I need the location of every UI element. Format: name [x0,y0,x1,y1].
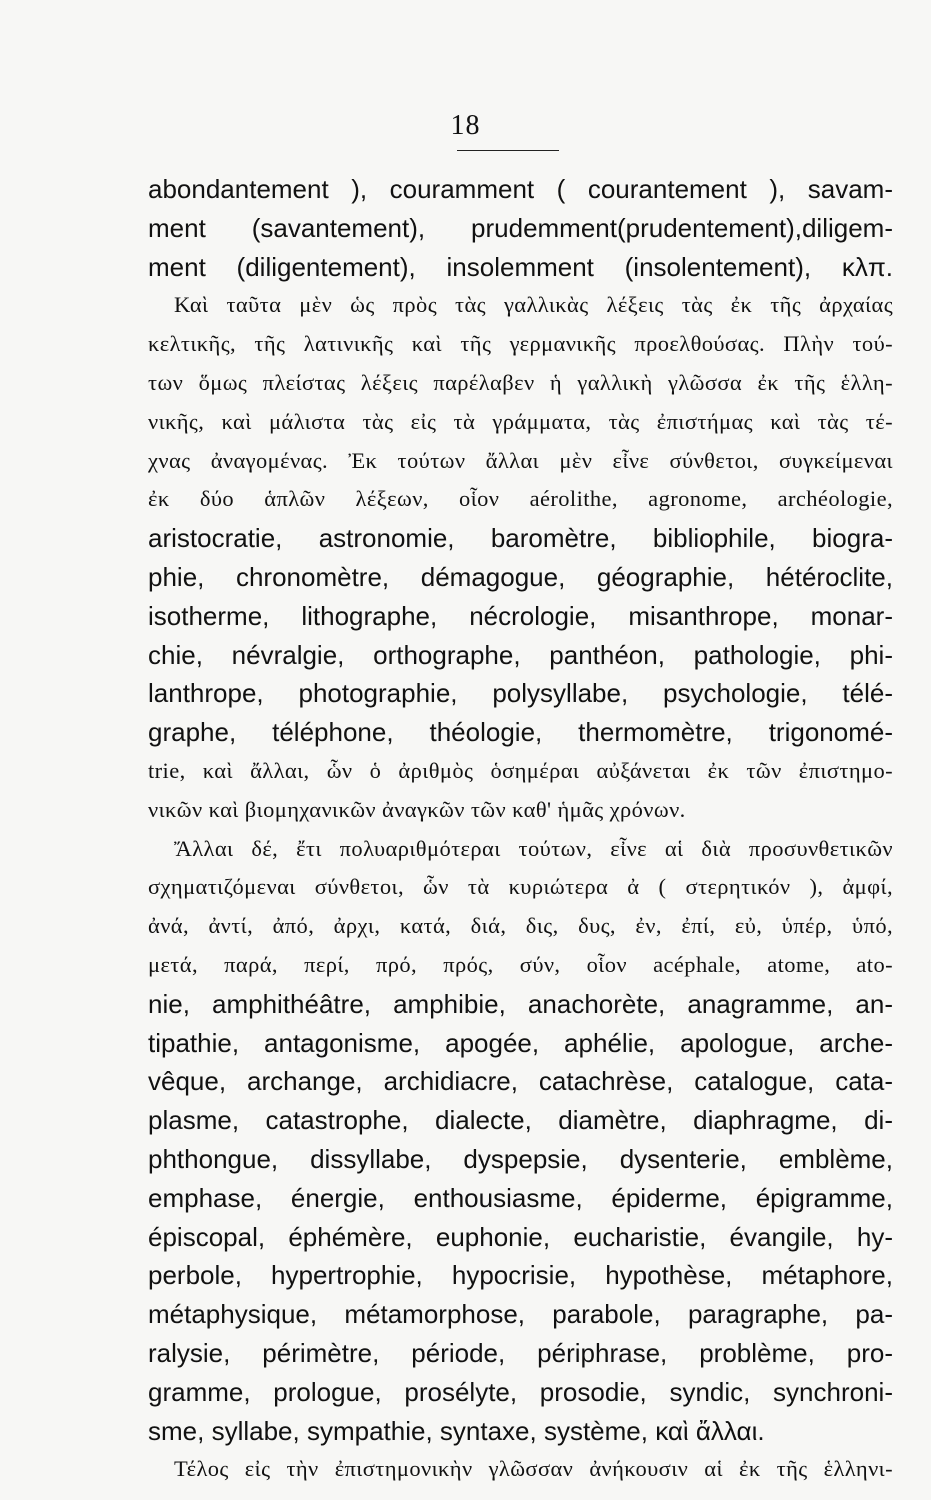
text-line: trie, καὶ ἄλλαι, ὧν ὁ ἀριθμὸς ὁσημέραι αὐξάνεται ἐκ τῶν ἐπιστημο- [148,757,893,783]
text-line: chie, névralgie, orthographe, panthéon, pathologie, phi- [148,639,893,670]
text-line: ἀνά, ἀντί, ἀπό, ἀρχι, κατά, διά, δις, δυς, ἐν, ἐπί, εὐ, ὑπέρ, ὑπό, [148,913,893,939]
text-line: graphe, téléphone, théologie, thermomètre, trigonomé- [148,717,893,748]
text-line: νικῶν καὶ βιομηχανικῶν ἀναγκῶν τῶν καθ' ἡμᾶς χρόνων. [148,796,686,822]
text-line: phthongue, dissyllabe, dyspepsie, dysenterie, emblème, [148,1143,893,1174]
text-line: ment (diligentement), insolemment (insolentement), κλπ. [148,251,893,282]
body-text [148,170,893,1489]
text-line: ralysie, périmètre, période, périphrase, problème, pro- [148,1337,893,1368]
text-line: σχηματιζόμεναι σύνθετοι, ὧν τὰ κυριώτερα ἀ ( στερητικόν ), ἀμφί, [148,874,893,900]
text-line: nie, amphithéâtre, amphibie, anachorète, anagramme, an- [148,988,893,1019]
text-line: isotherme, lithographe, nécrologie, misanthrope, monar- [148,600,893,631]
text-line: μετά, παρά, περί, πρό, πρός, σύν, οἷον acéphale, atome, ato- [148,951,893,977]
text-line: Τέλος εἰς τὴν ἐπιστημονικὴν γλῶσσαν ἀνήκουσιν αἱ ἐκ τῆς ἑλληνι- [174,1456,893,1482]
text-line: sme, syllabe, sympathie, syntaxe, système, καὶ ἄλλαι. [148,1415,765,1446]
text-line: métaphysique, métamorphose, parabole, paragraphe, pa- [148,1299,893,1330]
header-rule [457,150,559,151]
text-line: των ὅμως πλείστας λέξεις παρέλαβεν ἡ γαλλικὴ γλῶσσα ἐκ τῆς ἑλλη- [148,369,893,395]
text-line: abondantement ), couramment ( courantement ), savam- [148,174,893,204]
text-line: ἐκ δύο ἁπλῶν λέξεων, οἷον aérolithe, agronome, archéologie, [148,486,893,512]
text-line: tipathie, antagonisme, apogée, aphélie, apologue, arche- [148,1027,893,1058]
text-line: lanthrope, photographie, polysyllabe, psychologie, télé- [148,678,893,709]
text-line: vêque, archange, archidiacre, catachrèse, catalogue, cata- [148,1066,893,1097]
text-line: plasme, catastrophe, dialecte, diamètre, diaphragme, di- [148,1105,893,1136]
text-line: ment (savantement), prudemment(prudentement),diligem- [148,212,893,243]
text-line: aristocratie, astronomie, baromètre, bibliophile, biogra- [148,523,893,554]
text-line: gramme, prologue, prosélyte, prosodie, syndic, synchroni- [148,1376,893,1407]
text-line: emphase, énergie, enthousiasme, épiderme, épigramme, [148,1182,893,1213]
text-line: χνας ἀναγομένας. Ἐκ τούτων ἄλλαι μὲν εἶνε σύνθετοι, συγκείμεναι [148,447,893,473]
text-line: phie, chronomètre, démagogue, géographie, hétéroclite, [148,561,893,592]
text-line: Ἄλλαι δέ, ἔτι πολυαριθμότεραι τούτων, εἶνε αἱ διὰ προσυνθετικῶν [174,835,893,861]
text-line: νικῆς, καὶ μάλιστα τὰς εἰς τὰ γράμματα, τὰς ἐπιστήμας καὶ τὰς τέ- [148,408,893,434]
page-number: 18 [450,110,481,141]
text-line: épiscopal, éphémère, euphonie, eucharistie, évangile, hy- [148,1221,893,1252]
text-line: κελτικῆς, τῆς λατινικῆς καὶ τῆς γερμανικῆς προελθούσας. Πλὴν τού- [148,331,893,357]
text-line: Καὶ ταῦτα μὲν ὡς πρὸς τὰς γαλλικὰς λέξεις τὰς ἐκ τῆς ἀρχαίας [174,292,893,318]
text-line: perbole, hypertrophie, hypocrisie, hypothèse, métaphore, [148,1260,893,1291]
